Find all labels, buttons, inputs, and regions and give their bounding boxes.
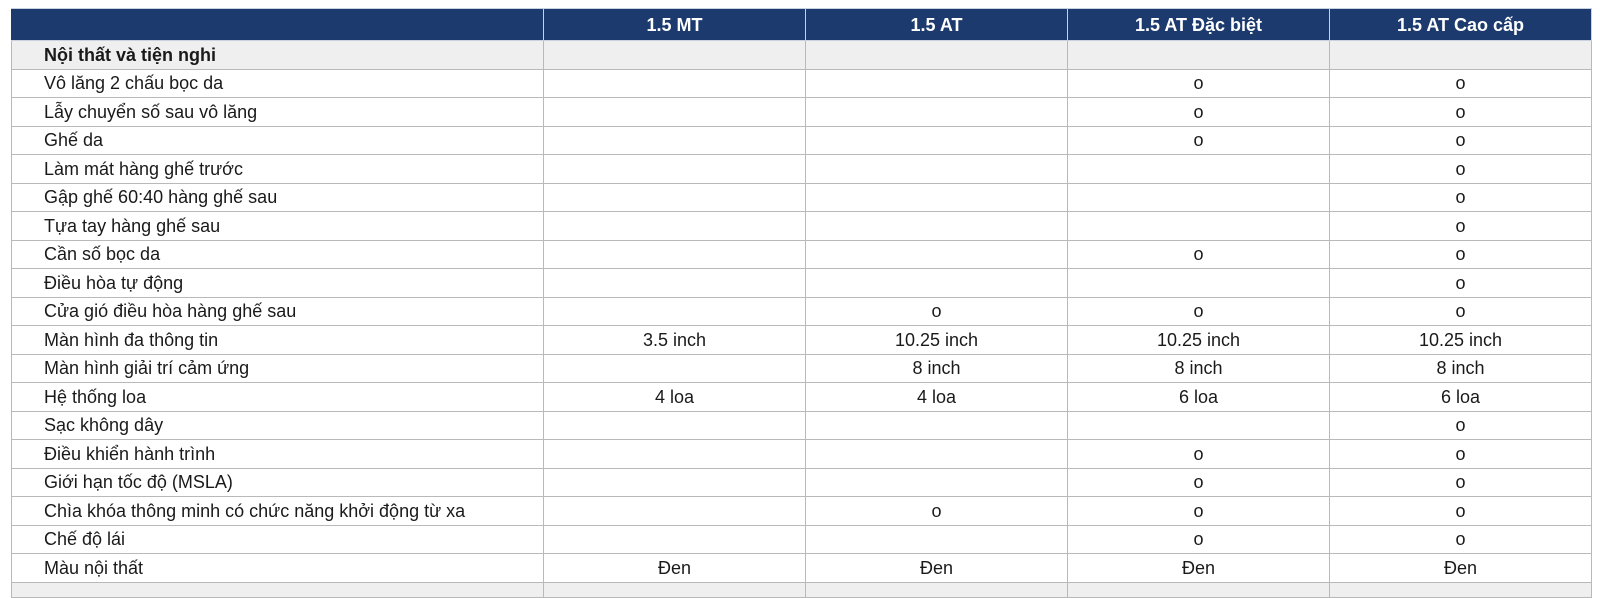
row-value (544, 126, 806, 155)
row-label: Tựa tay hàng ghế sau (12, 212, 544, 241)
row-value (544, 155, 806, 184)
row-value (806, 98, 1068, 127)
footer-cell (1330, 582, 1592, 597)
row-value (1068, 183, 1330, 212)
row-label: Giới hạn tốc độ (MSLA) (12, 468, 544, 497)
row-value: 3.5 inch (544, 326, 806, 355)
row-value (1068, 411, 1330, 440)
header-cell-1-5-mt: 1.5 MT (544, 9, 806, 41)
row-value (806, 269, 1068, 298)
row-label: Chìa khóa thông minh có chức năng khởi động từ xa (12, 497, 544, 526)
row-value (806, 126, 1068, 155)
row-value: o (1068, 468, 1330, 497)
row-value: o (1068, 497, 1330, 526)
row-value: o (1330, 440, 1592, 469)
row-label: Cửa gió điều hòa hàng ghế sau (12, 297, 544, 326)
row-value: o (1330, 269, 1592, 298)
row-value: o (806, 297, 1068, 326)
row-value (806, 183, 1068, 212)
row-label: Sạc không dây (12, 411, 544, 440)
row-value (806, 440, 1068, 469)
spec-table (11, 8, 1592, 598)
row-value (1068, 269, 1330, 298)
row-label: Vô lăng 2 chấu bọc da (12, 69, 544, 98)
row-value: Đen (544, 554, 806, 583)
footer-cell (1068, 582, 1330, 597)
row-value: o (1068, 126, 1330, 155)
table-row (12, 554, 1592, 583)
row-value: 8 inch (1068, 354, 1330, 383)
footer-cell (806, 582, 1068, 597)
table-row (12, 411, 1592, 440)
row-value: o (1068, 98, 1330, 127)
row-value: o (1068, 297, 1330, 326)
table-row (12, 468, 1592, 497)
row-value: Đen (1068, 554, 1330, 583)
table-row (12, 98, 1592, 127)
row-value: o (1330, 98, 1592, 127)
row-value: 10.25 inch (806, 326, 1068, 355)
header-row (12, 9, 1592, 41)
table-row (12, 497, 1592, 526)
row-value: o (1068, 69, 1330, 98)
row-value: 10.25 inch (1330, 326, 1592, 355)
row-label: Màu nội thất (12, 554, 544, 583)
table-row (12, 183, 1592, 212)
row-value (806, 240, 1068, 269)
row-value: o (1330, 497, 1592, 526)
row-value (544, 183, 806, 212)
row-label: Chế độ lái (12, 525, 544, 554)
footer-cell (544, 582, 806, 597)
table-row (12, 269, 1592, 298)
row-label: Gập ghế 60:40 hàng ghế sau (12, 183, 544, 212)
row-label: Màn hình giải trí cảm ứng (12, 354, 544, 383)
row-label: Hệ thống loa (12, 383, 544, 412)
row-value (1068, 212, 1330, 241)
row-label: Màn hình đa thông tin (12, 326, 544, 355)
row-label: Ghế da (12, 126, 544, 155)
row-value (544, 411, 806, 440)
row-value (806, 468, 1068, 497)
row-value (544, 212, 806, 241)
row-value: Đen (806, 554, 1068, 583)
row-value: 4 loa (806, 383, 1068, 412)
row-value: 6 loa (1330, 383, 1592, 412)
row-value: 6 loa (1068, 383, 1330, 412)
footer-row (12, 582, 1592, 597)
row-value: Đen (1330, 554, 1592, 583)
section-cell (806, 41, 1068, 70)
row-value: o (1330, 183, 1592, 212)
row-value (544, 525, 806, 554)
row-value: 8 inch (806, 354, 1068, 383)
header-cell-1-5-at: 1.5 AT (806, 9, 1068, 41)
row-value (806, 155, 1068, 184)
row-value: o (1330, 126, 1592, 155)
row-value: o (1068, 525, 1330, 554)
row-value (544, 354, 806, 383)
table-row (12, 440, 1592, 469)
row-value: o (806, 497, 1068, 526)
row-value: 8 inch (1330, 354, 1592, 383)
section-title: Nội thất và tiện nghi (12, 41, 544, 70)
row-value: o (1330, 411, 1592, 440)
row-value: o (1330, 297, 1592, 326)
row-value: o (1068, 240, 1330, 269)
row-value: o (1330, 468, 1592, 497)
row-value: o (1330, 240, 1592, 269)
row-value: o (1330, 212, 1592, 241)
row-value (544, 440, 806, 469)
footer-cell (12, 582, 544, 597)
row-value (806, 411, 1068, 440)
row-label: Điều hòa tự động (12, 269, 544, 298)
header-cell-1-5-at-dac-biet: 1.5 AT Đặc biệt (1068, 9, 1330, 41)
row-value (544, 69, 806, 98)
row-value (544, 240, 806, 269)
section-cell (544, 41, 806, 70)
row-value (806, 212, 1068, 241)
row-label: Cần số bọc da (12, 240, 544, 269)
section-row (12, 41, 1592, 70)
row-value: o (1330, 525, 1592, 554)
table-row (12, 326, 1592, 355)
row-value (544, 269, 806, 298)
header-cell-feature (12, 9, 544, 41)
row-value (544, 98, 806, 127)
section-cell (1068, 41, 1330, 70)
row-value (544, 297, 806, 326)
row-label: Điều khiển hành trình (12, 440, 544, 469)
row-value (806, 525, 1068, 554)
row-label: Lẫy chuyển số sau vô lăng (12, 98, 544, 127)
table-row (12, 240, 1592, 269)
table-row (12, 126, 1592, 155)
row-value: 4 loa (544, 383, 806, 412)
row-value (806, 69, 1068, 98)
header-cell-1-5-at-cao-cap: 1.5 AT Cao cấp (1330, 9, 1592, 41)
table-row (12, 69, 1592, 98)
row-value: o (1330, 69, 1592, 98)
row-value: o (1068, 440, 1330, 469)
table-row (12, 525, 1592, 554)
table-row (12, 354, 1592, 383)
section-cell (1330, 41, 1592, 70)
row-value: o (1330, 155, 1592, 184)
table-row (12, 155, 1592, 184)
row-value (544, 468, 806, 497)
row-label: Làm mát hàng ghế trước (12, 155, 544, 184)
row-value: 10.25 inch (1068, 326, 1330, 355)
row-value (1068, 155, 1330, 184)
table-row (12, 383, 1592, 412)
table-row (12, 297, 1592, 326)
table-row (12, 212, 1592, 241)
row-value (544, 497, 806, 526)
